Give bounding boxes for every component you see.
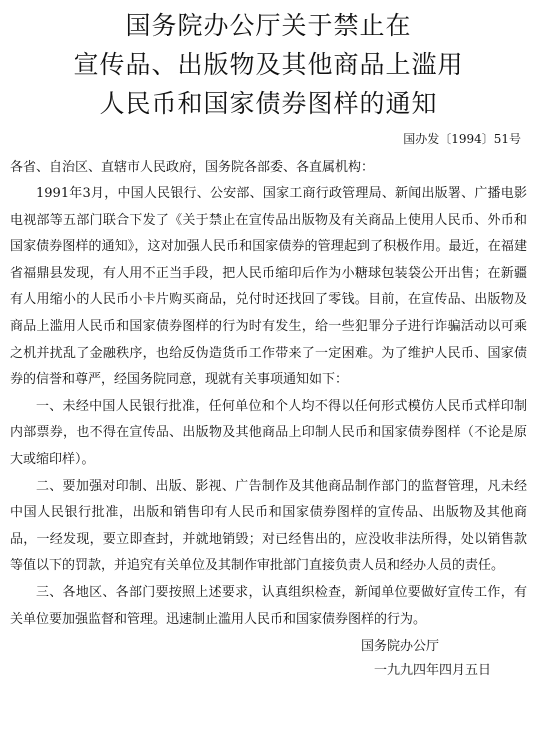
paragraph-item-1: 一、未经中国人民银行批准，任何单位和个人均不得以任何形式模仿人民币式样印制内部票券，也不得在宣传品、出版物及其他商品上印制人民币和国家债券图样（不论是原大或缩印样）。 — [10, 398, 527, 467]
issue-date: 一九九四年四月五日 — [373, 663, 491, 679]
signer: 国务院办公厅 — [360, 639, 439, 655]
title-line-2: 宣传品、出版物及其他商品上滥用 — [73, 50, 464, 79]
document-number: 国办发〔1994〕51号 — [403, 132, 521, 146]
document-title — [10, 6, 527, 123]
salutation: 各省、自治区、直辖市人民政府，国务院各部委、各直属机构： — [10, 160, 375, 175]
paragraph-item-3: 三、各地区、各部门要按照上述要求，认真组织检查，新闻单位要做好宣传工作，有关单位要加强监督和管理。迅速制止滥用人民币和国家债券图样的行为。 — [10, 584, 527, 627]
paragraph-intro: 1991年3月，中国人民银行、公安部、国家工商行政管理局、新闻出版署、广播电影电视部等五部门联合下发了《关于禁止在宣传品出版物及有关商品上使用人民币、外币和国家债券图样的通知》，这对加强人民币和国家债券的管理起到了积极作用。最近，在福建省福鼎县发现，有人用不正当手段，把人民币缩印后作为小糖球包装袋公开出售；在新疆有人用缩小的人民币小卡片购买商品，兑付时还找回了零钱。目前，在宣传品、出版物及商品上滥用人民币和国家债券图样的行为时有发生，给一些犯罪分子进行诈骗活动以可乘之机并扰乱了金融秩序，也给反伪造货币工作带来了一定困难。为了维护人民币、国家债券的信誉和尊严，经国务院同意，现就有关事项通知如下： — [10, 186, 527, 388]
title-line-1: 国务院办公厅关于禁止在 — [125, 11, 412, 40]
paragraph-item-2: 二、要加强对印制、出版、影视、广告制作及其他商品制作部门的监督管理，凡未经中国人民银行批准，出版和销售印有人民币和国家债券图样的宣传品、出版物及其他商品，一经发现，要立即查封，并就地销毁；对已经售出的，应没收非法所得，处以销售款等值以下的罚款，并追究有关单位及其制作审批部门直接负责人员和经办人员的责任。 — [10, 478, 527, 574]
title-line-3: 人民币和国家债券图样的通知 — [99, 89, 438, 118]
